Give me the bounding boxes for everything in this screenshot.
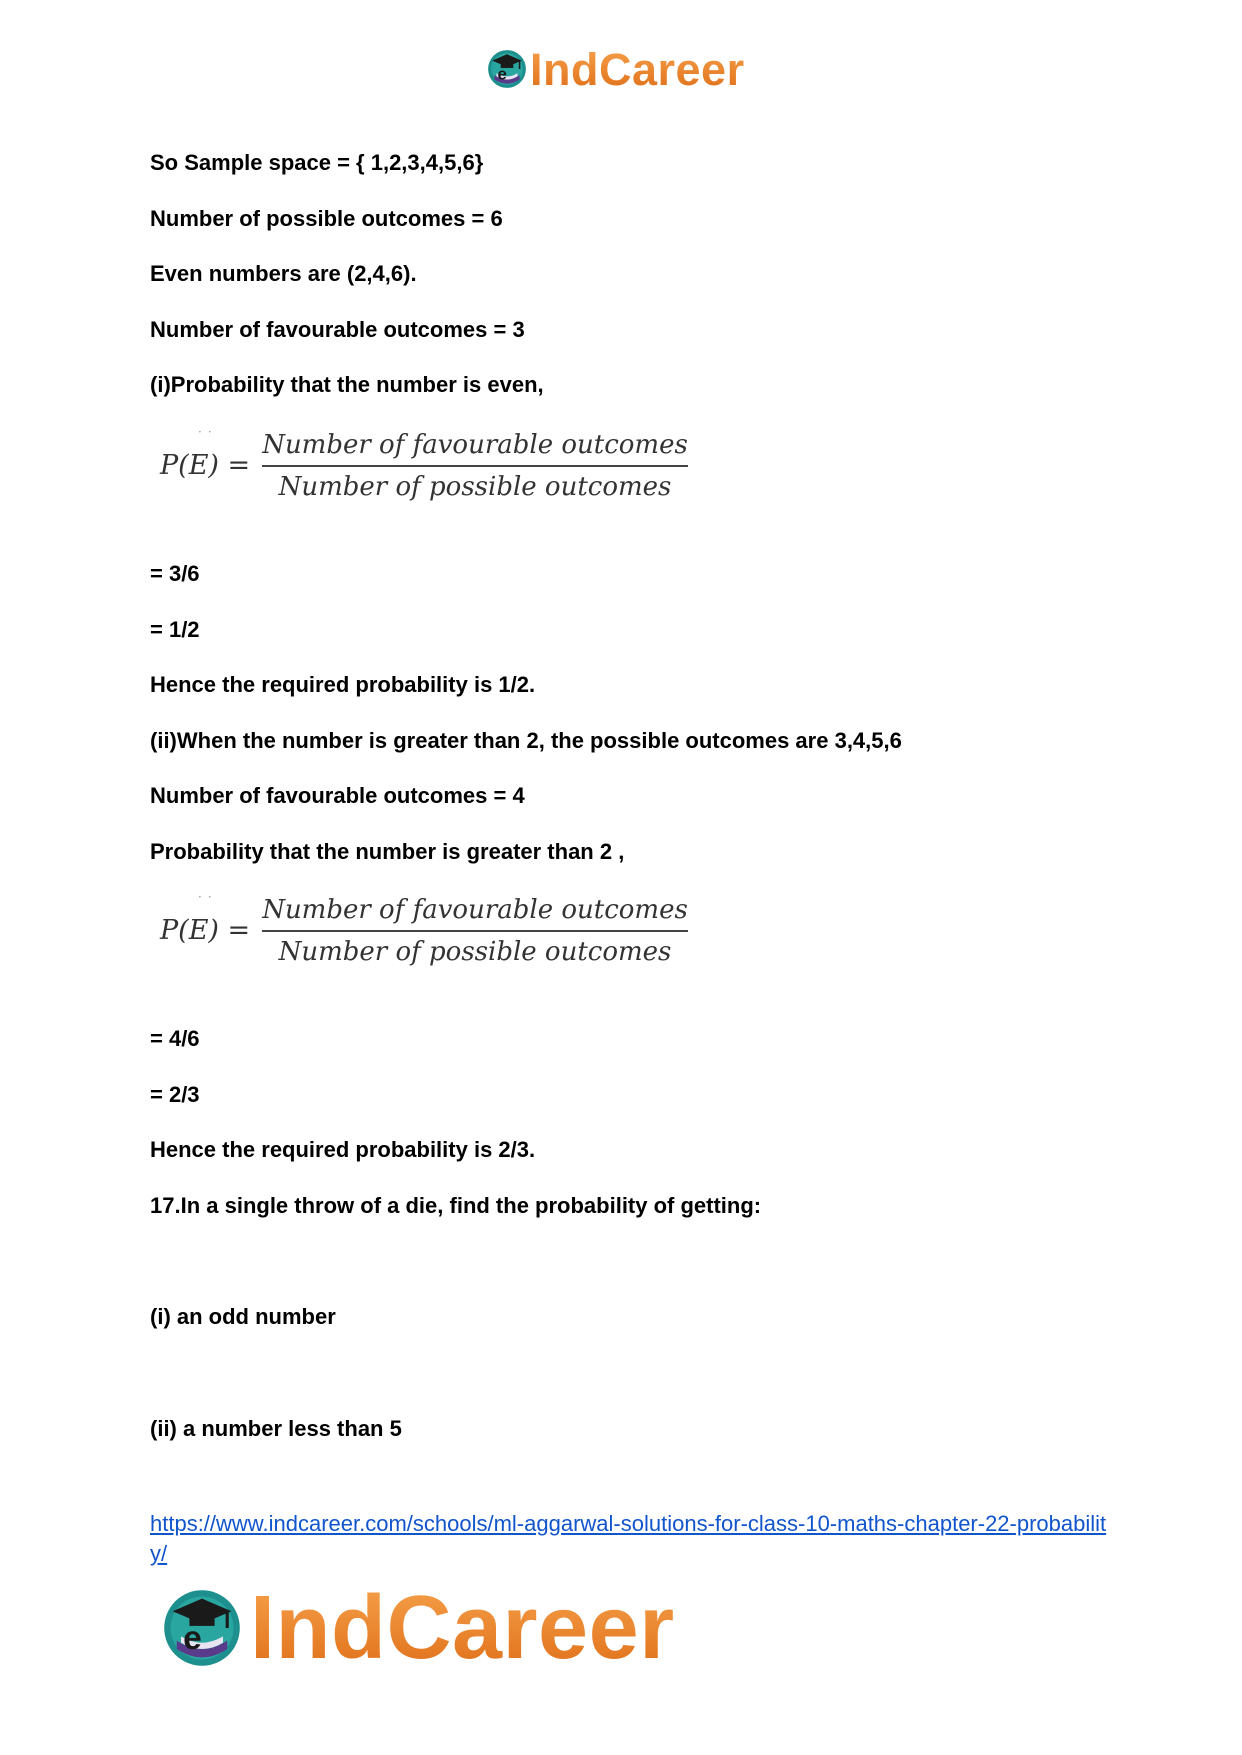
formula-denominator: Number of possible outcomes (278, 472, 672, 502)
result-line: = 1/2 (150, 617, 200, 642)
svg-text:e: e (183, 1620, 202, 1657)
formula-lhs: P(E) = (160, 450, 251, 481)
formula-numerator: Number of favourable outcomes (262, 430, 688, 460)
conclusion-line: Hence the required probability is 2/3. (150, 1137, 536, 1162)
formula-lhs: P(E) = (160, 915, 251, 946)
formula-artifact-dots: ·· (198, 425, 218, 439)
even-numbers-line: Even numbers are (2,4,6). (150, 261, 417, 286)
indcareer-logo-header (486, 44, 745, 94)
question-part-i: (i) an odd number (150, 1304, 336, 1329)
source-url-link[interactable]: https://www.indcareer.com/schools/ml-aggarwal-solutions-for-class-10-maths-chapter-22-probability/ (150, 1511, 1107, 1566)
graduation-cap-book-icon (486, 48, 528, 90)
graduation-cap-book-icon (160, 1586, 244, 1670)
formula-fraction (262, 892, 688, 970)
question-17-heading: 17.In a single throw of a die, find the probability of getting: (150, 1193, 762, 1218)
favourable-outcomes-line: Number of favourable outcomes = 3 (150, 317, 525, 342)
result-line: = 3/6 (150, 561, 200, 586)
probability-formula (160, 425, 690, 511)
conclusion-line: Hence the required probability is 1/2. (150, 672, 536, 697)
part-ii-heading: (ii)When the number is greater than 2, the possible outcomes are 3,4,5,6 (150, 728, 902, 753)
logo-wordmark: IndCareer (530, 43, 745, 95)
fraction-bar (262, 930, 688, 932)
formula-artifact-dots: ·· (198, 890, 218, 904)
result-line: = 4/6 (150, 1026, 200, 1051)
formula-numerator: Number of favourable outcomes (262, 895, 688, 925)
possible-outcomes-line: Number of possible outcomes = 6 (150, 206, 503, 231)
formula-fraction (262, 427, 688, 505)
sample-space-line: So Sample space = { 1,2,3,4,5,6} (150, 150, 484, 175)
svg-text:e: e (497, 64, 507, 84)
part-i-heading: (i)Probability that the number is even, (150, 372, 544, 397)
result-line: = 2/3 (150, 1082, 200, 1107)
probability-statement-line: Probability that the number is greater than 2 , (150, 839, 625, 864)
logo-wordmark: IndCareer (250, 1578, 675, 1678)
fraction-bar (262, 465, 688, 467)
formula-denominator: Number of possible outcomes (278, 937, 672, 967)
probability-formula (160, 890, 690, 976)
indcareer-logo-footer (160, 1578, 675, 1678)
question-part-ii: (ii) a number less than 5 (150, 1416, 402, 1441)
favourable-outcomes-line: Number of favourable outcomes = 4 (150, 783, 525, 808)
